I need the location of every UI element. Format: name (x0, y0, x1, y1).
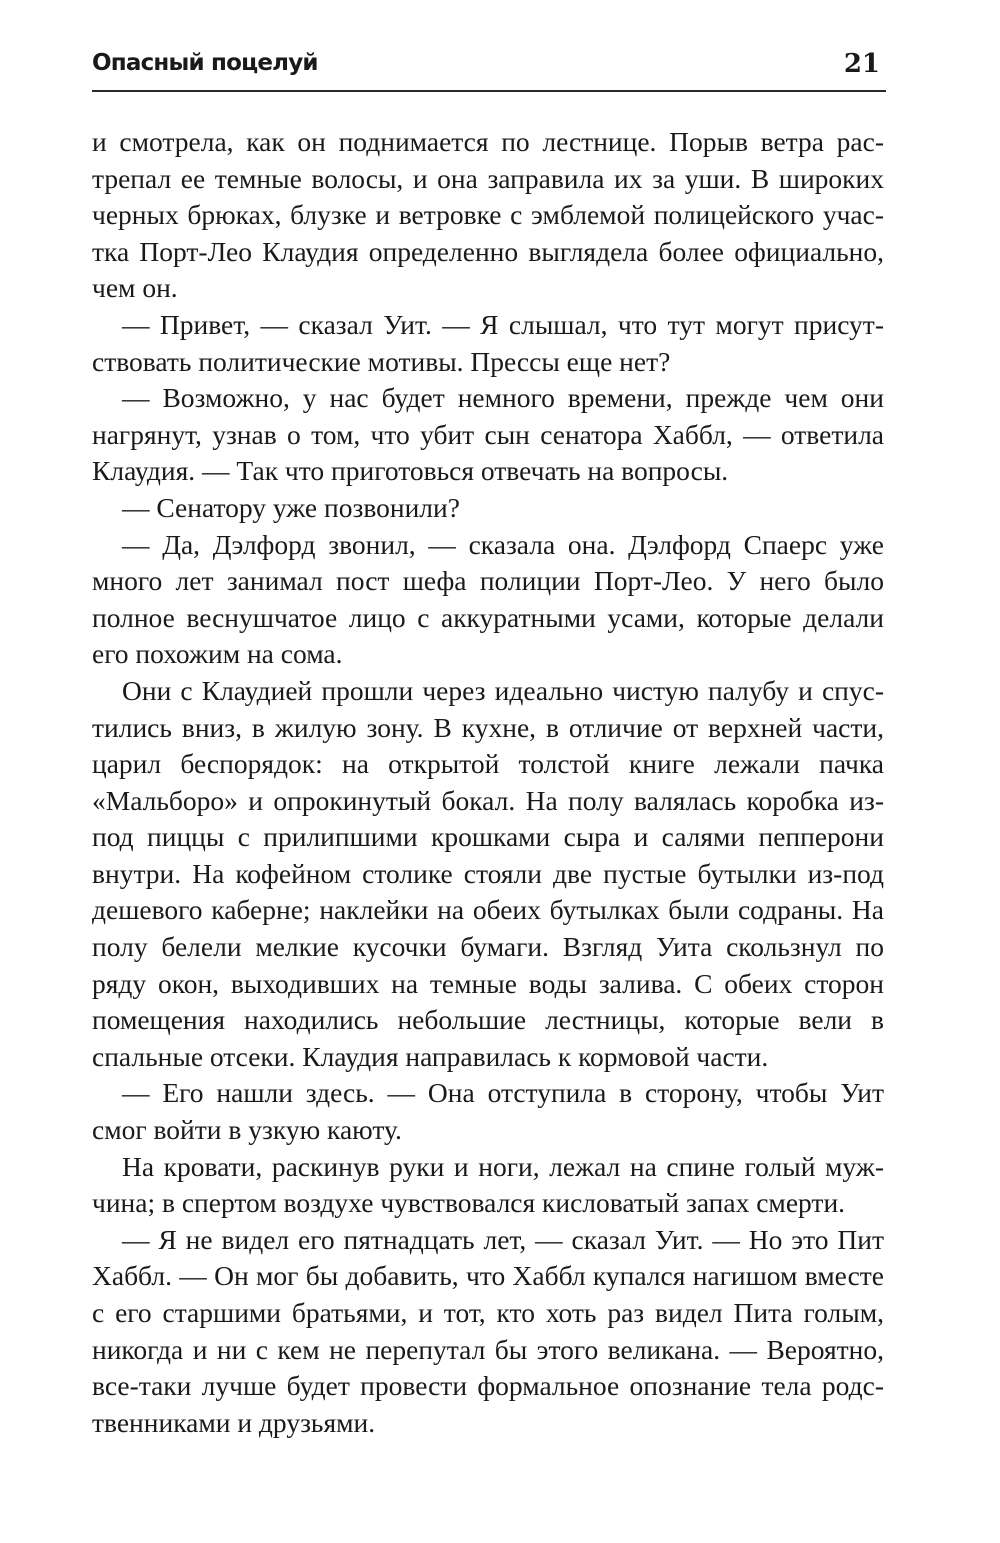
paragraph: и смотрела, как он поднимается по лестнице. Порыв ветра растрепал ее темные волосы, и она заправила их за уши. В широких черных брюках, блузке и ветровке с эмблемой полицейского участка Порт-Лео Клаудия определенно выглядела более официально, чем он. (92, 126, 884, 304)
text-body (92, 124, 884, 1441)
paragraph: На кровати, раскинув руки и ноги, лежал на спине голый мужчина; в спертом воздухе чувствовался кисловатый запах смерти. (92, 1150, 884, 1219)
paragraph: Они с Клаудией прошли через идеально чистую палубу и спустились вниз, в жилую зону. В кухне, в отличие от верхней части, царил беспорядок: на открытой толстой книге лежали пачка «Мальборо» и опрокинутый бокал. На полу валялась коробка из-под пиццы с прилипшими крошками сыра и салями пепперони внутри. На кофейном столике стояли две пустые бутылки из-под дешевого каберне; наклейки на обеих бутылках были содраны. На полу белели мелкие кусочки бумаги. Взгляд Уита скользнул по ряду окон, выходивших на темные воды залива. С обеих сторон помещения находились небольшие лестницы, которые вели в спальные отсеки. Клаудия направилась к кормовой части. (92, 674, 884, 1072)
paragraph: — Привет, — сказал Уит. — Я слышал, что тут могут присутствовать политические мотивы. Прессы еще нет? (92, 308, 884, 377)
running-header (92, 50, 884, 90)
header-rule (92, 90, 886, 92)
paragraph: — Да, Дэлфорд звонил, — сказала она. Дэлфорд Спаерс уже много лет занимал пост шефа полиции Порт-Лео. У него было полное веснушчатое лицо с аккуратными усами, которые делали его похожим на сома. (92, 528, 884, 670)
paragraph: — Сенатору уже позвонили? (122, 491, 460, 523)
page-number: 21 (843, 49, 880, 79)
paragraph: — Я не видел его пятнадцать лет, — сказал Уит. — Но это Пит Хаббл. — Он мог бы добавить, что Хаббл купался нагишом вместе с его старшими братьями, и тот, кто хоть раз видел Пита голым, никогда и ни с кем не перепутал бы этого великана. — Вероятно, все-таки лучше будет провести формальное опознание тела родственниками и друзьями. (92, 1223, 884, 1438)
paragraph: — Его нашли здесь. — Она отступила в сторону, чтобы Уит смог войти в узкую каюту. (92, 1077, 884, 1146)
paragraph: — Возможно, у нас будет немного времени, прежде чем они нагрянут, узнав о том, что убит сын сенатора Хаббл, — ответила Клаудия. — Так что приготовься отвечать на вопросы. (92, 382, 884, 487)
book-title: Опасный поцелуй (92, 50, 318, 76)
